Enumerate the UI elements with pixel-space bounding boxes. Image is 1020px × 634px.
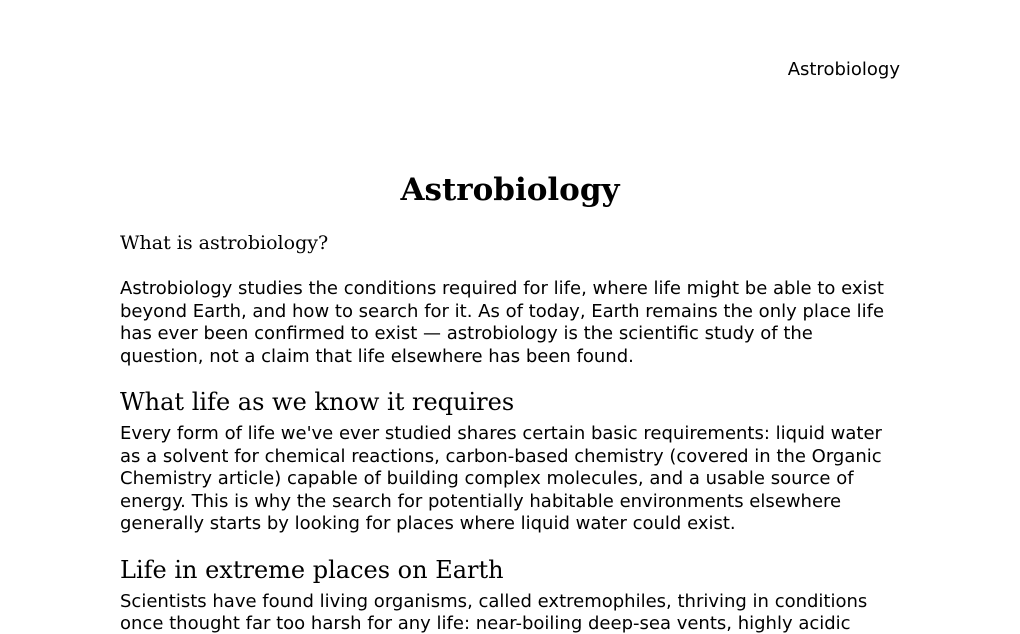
running-header: Astrobiology: [787, 59, 900, 80]
intro-paragraph: Astrobiology studies the conditions required for life, where life might be able to exist beyond Earth, and how to search for it. As of today, Earth remains the only place life has ever been confirmed to exist — astrobiology is the scientific study of the question, not a claim that life elsewhere has been found.: [120, 278, 885, 367]
section-heading-extremophiles: Life in extreme places on Earth: [120, 555, 504, 584]
section-body-requirements: Every form of life we've ever studied shares certain basic requirements: liquid water as a solvent for chemical reactions, carbon-based chemistry (covered in the Organic Chemistry article) capable of building complex molecules, and a usable source of energy. This is why the search for potentially habitable environments elsewhere generally starts by looking for places where liquid water could exist.: [120, 423, 882, 534]
page-title: Astrobiology: [400, 172, 620, 208]
article-content: [120, 170, 900, 634]
section-body-extremophiles: Scientists have found living organisms, called extremophiles, thriving in conditions once thought far too harsh for any life: near-boiling deep-sea vents, highly acidic: [120, 590, 868, 634]
section-heading-requirements: What life as we know it requires: [120, 388, 515, 416]
article-subtitle: What is astrobiology?: [120, 232, 329, 254]
